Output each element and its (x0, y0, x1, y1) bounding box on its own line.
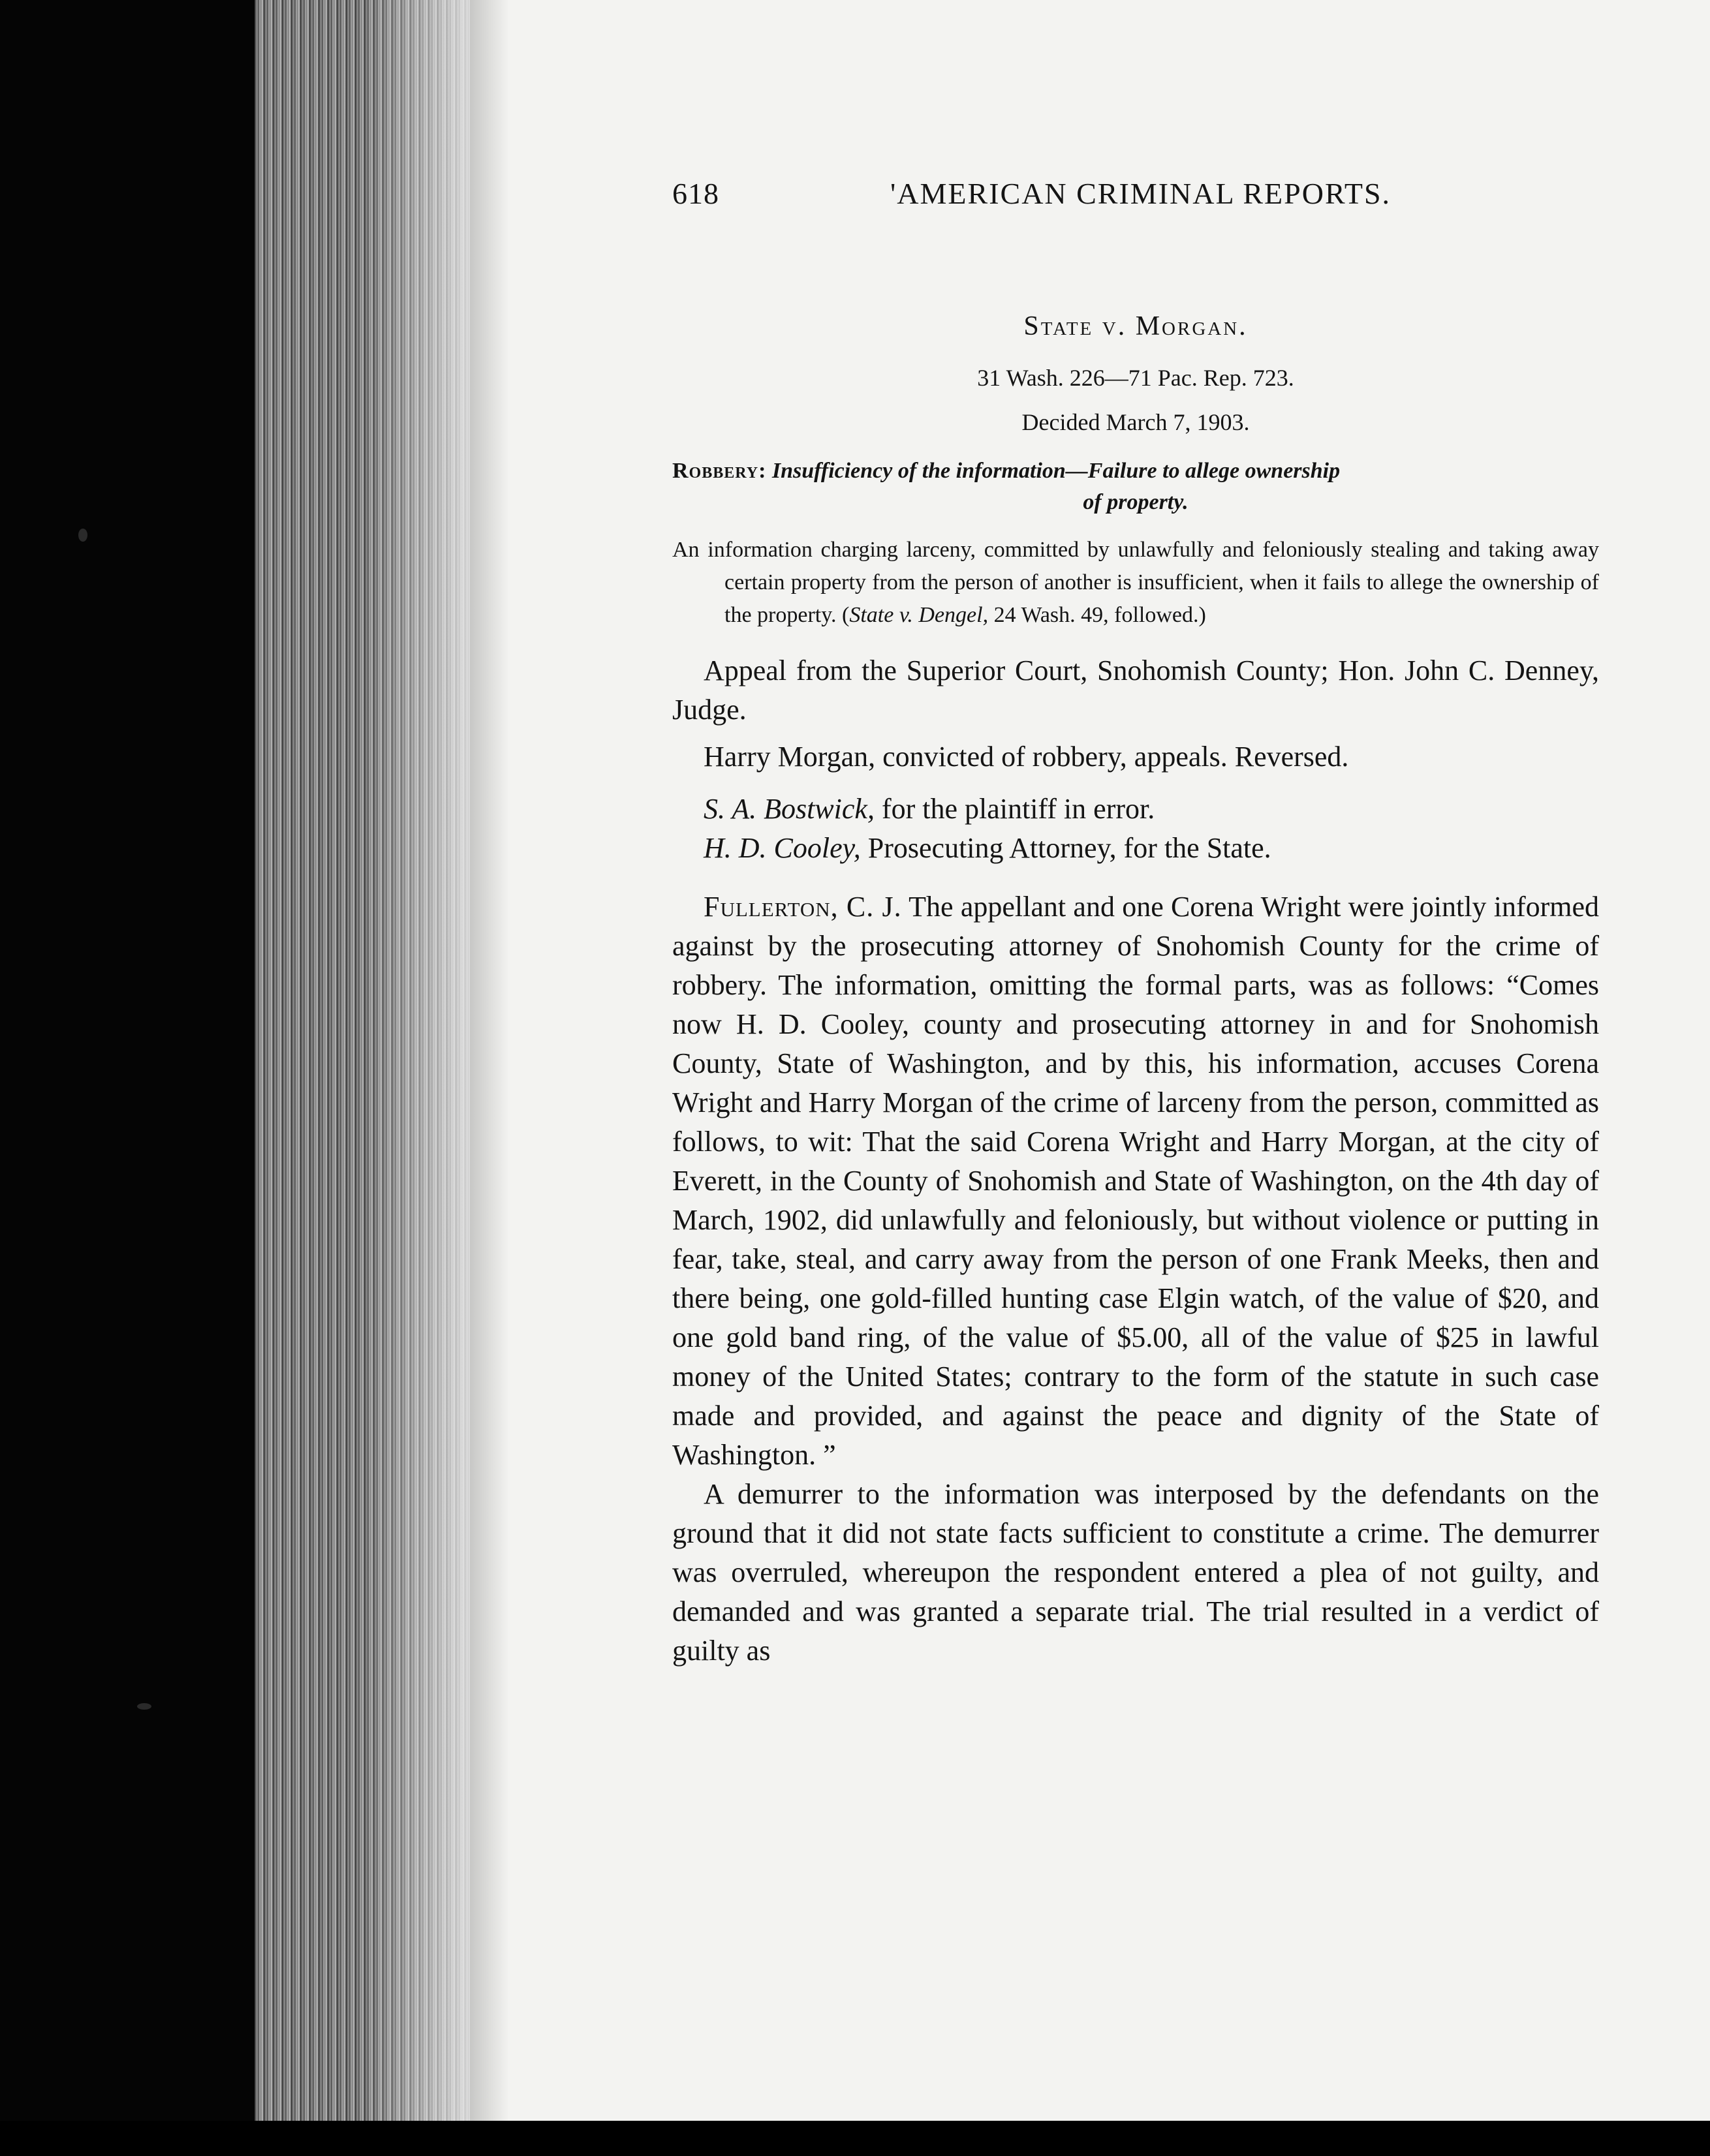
gutter-speck (78, 529, 87, 542)
headnote-topic-continuation: of property. (1083, 490, 1189, 514)
appeal-line: Appeal from the Superior Court, Snohomish County; Hon. John C. Denney, Judge. (672, 654, 1599, 726)
syllabus-text: An information charging larceny, committed by unlawfully and feloniously stealing and taking away certain property from the person of another is insufficient, when it fails to allege the ownership of the property. (672, 538, 1599, 627)
running-title: 'AMERICAN CRIMINAL REPORTS. (890, 177, 1391, 210)
opinion-paragraph-2: A demurrer to the information was interposed by the defendants on the ground that it did not state facts sufficient to constitute a crime. The demurrer was overruled, whereupon the respondent entered a plea of not guilty, and demanded and was granted a separate trial. The trial resulted in a verdict of guilty as (672, 1478, 1599, 1667)
case-title: State v. Morgan. (1023, 311, 1248, 341)
scan-border (0, 2121, 1710, 2156)
page-number: 618 (672, 177, 719, 210)
result-line: Harry Morgan, convicted of robbery, appeals. Reversed. (704, 741, 1349, 773)
page-edges-fade (365, 0, 470, 2121)
headnote-topic-text: Insufficiency of the information—Failure to allege ownership (771, 459, 1341, 483)
opinion-paragraph-1-text: The appellant and one Corena Wright were jointly informed against by the prosecuting attorney of Snohomish County for the crime of robbery. The information, omitting the formal parts, was as follows: “Comes now H. D. Cooley, county and prosecuting attorney in and for Snohomish County, State of Washington, and by this, his information, accuses Corena Wright and Harry Morgan of the crime of larceny from the person, committed as follows, to wit: That the said Corena Wright and Harry Morgan, at the city of Everett, in the County of Snohomish and State of Washington, on the 4th day of March, 1902, did unlawfully and feloniously, but without violence or putting in fear, take, steal, and carry away from the person of one Frank Meeks, then and there being, one gold-filled hunting case Elgin watch, of the value of $20, and one gold band ring, of the value of $5.00, all of the value of $25 in lawful money of the United States; contrary to the form of the statute in such case made and provided, and against the peace and dignity of the State of Washington. ” (672, 891, 1600, 1471)
headnote-topic (672, 455, 1599, 518)
counsel-plaintiff-role: for the plaintiff in error. (874, 793, 1155, 825)
counsel-plaintiff (672, 790, 1599, 829)
counsel-state-name: H. D. Cooley, (704, 832, 861, 864)
headnote-topic-label: Robbery: (672, 459, 767, 483)
syllabus-citation-rest: 24 Wash. 49, followed.) (988, 603, 1206, 627)
book-gutter (0, 0, 274, 2156)
syllabus-citation-case: State v. Dengel, (849, 603, 989, 627)
page-content (672, 176, 1599, 1671)
syllabus-citation-open: ( (842, 603, 850, 627)
counsel-plaintiff-name: S. A. Bostwick, (704, 793, 875, 825)
opinion-judge: Fullerton, C. J. (704, 891, 902, 923)
running-head (672, 176, 1599, 235)
decision-date: Decided March 7, 1903. (1021, 409, 1250, 435)
syllabus (672, 534, 1599, 632)
page-shadow (470, 0, 509, 2121)
case-citation: 31 Wash. 226—71 Pac. Rep. 723. (977, 365, 1294, 391)
counsel-state-role: Prosecuting Attorney, for the State. (860, 832, 1271, 864)
counsel-state (672, 829, 1599, 868)
gutter-speck (137, 1703, 151, 1710)
opinion-paragraph-1 (672, 887, 1599, 1475)
